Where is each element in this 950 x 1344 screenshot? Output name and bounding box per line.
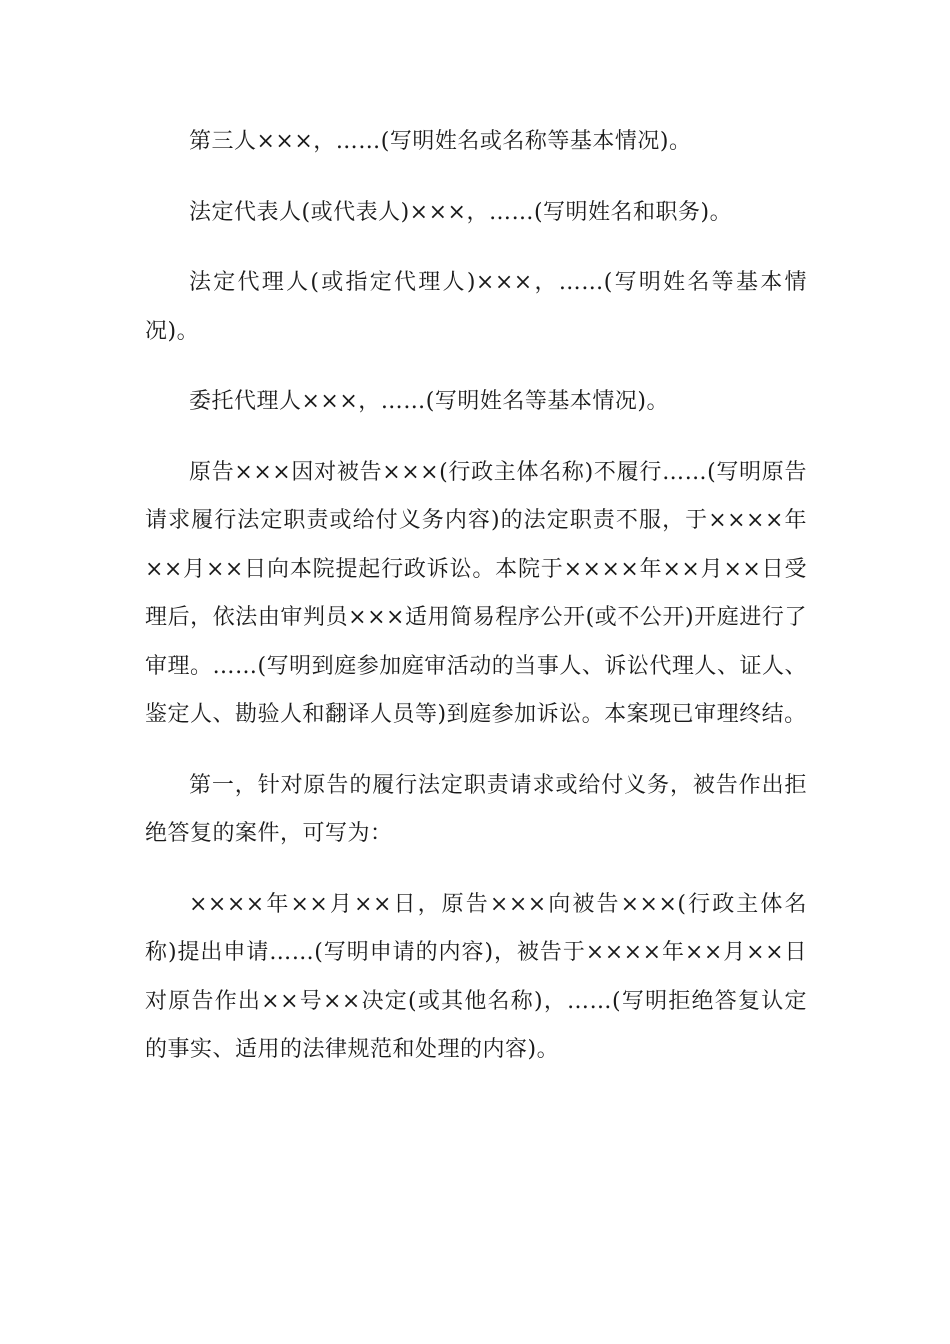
paragraph-entrusted-agent: 委托代理人×××，……(写明姓名等基本情况)。	[189, 389, 669, 414]
paragraph-statutory-agent: 法定代理人(或指定代理人)×××，……(写明姓名等基本情况)。	[145, 270, 807, 344]
paragraph-gap	[145, 427, 807, 449]
paragraph-application-details: ××××年××月××日，原告×××向被告×××(行政主体名称)提出申请……(写明申请的内容)，被告于××××年××月××日对原告作出××号××决定(或其他名称)，……(写明拒绝答复认定的事实、适用的法律规范和处理的内容)。	[145, 891, 807, 1062]
paragraph-gap	[145, 740, 807, 762]
paragraph-gap	[145, 859, 807, 881]
paragraph-first-case-type: 第一，针对原告的履行法定职责请求或给付义务，被告作出拒绝答复的案件，可写为：	[145, 772, 807, 846]
paragraph-gap	[145, 356, 807, 378]
paragraph-case-summary: 原告×××因对被告×××(行政主体名称)不履行……(写明原告请求履行法定职责或给付义务内容)的法定职责不服，于××××年××月××日向本院提起行政诉讼。本院于××××年××月××日受理后，依法由审判员×××适用简易程序公开(或不公开)开庭进行了审理。……(写明到庭参加庭审活动的当事人、诉讼代理人、证人、鉴定人、勘验人和翻译人员等)到庭参加诉讼。本案现已审理终结。	[145, 459, 808, 727]
paragraph-third-party: 第三人×××，……(写明姓名或名称等基本情况)。	[189, 129, 692, 154]
paragraph-gap	[145, 237, 807, 259]
paragraph-gap	[145, 167, 807, 189]
document-page	[145, 118, 807, 1075]
paragraph-legal-representative: 法定代表人(或代表人)×××，……(写明姓名和职务)。	[189, 199, 733, 225]
